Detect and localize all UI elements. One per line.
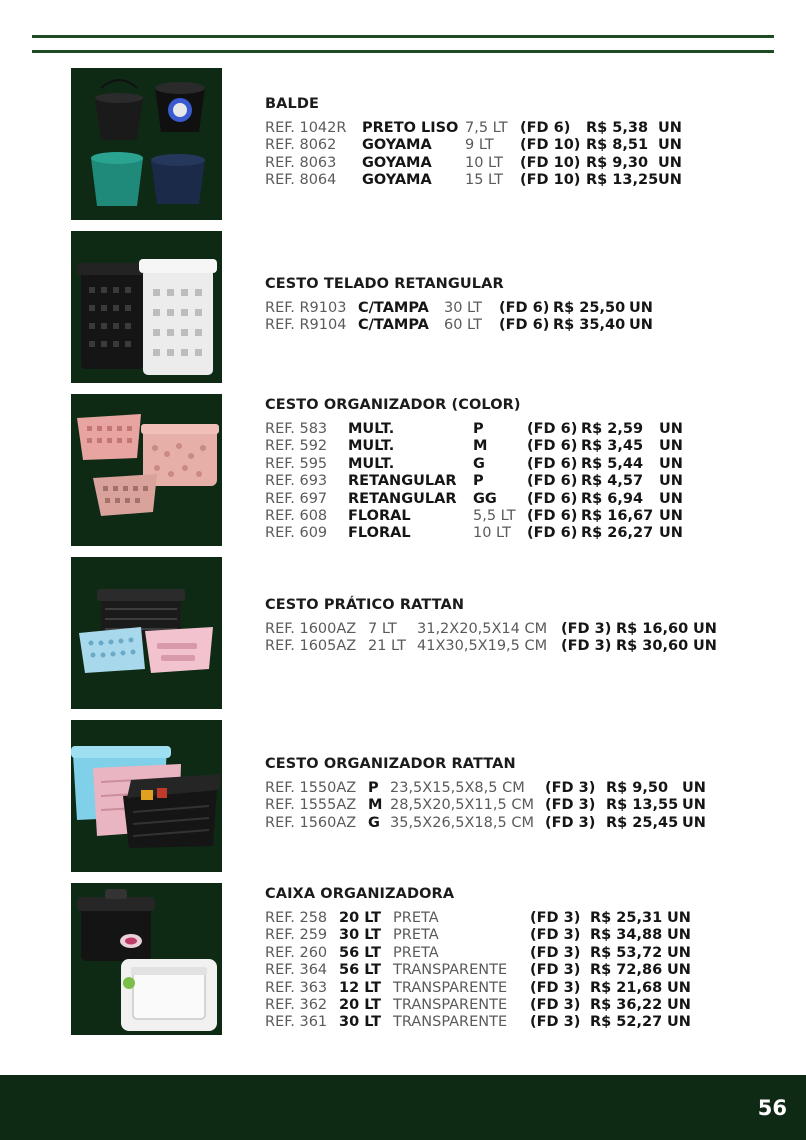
size: P <box>473 473 484 490</box>
price-row <box>265 137 682 154</box>
product-photo-cesto-organizador-rattan <box>71 720 222 872</box>
size: M <box>473 438 488 455</box>
pack-size: (FD 6) <box>527 490 578 507</box>
page-footer <box>0 1075 806 1140</box>
price: R$ 13,55 <box>606 797 679 814</box>
pack-size: (FD 10) <box>520 154 581 171</box>
price-row <box>265 421 683 438</box>
section-title: CESTO PRÁTICO RATTAN <box>265 597 465 613</box>
price-row <box>265 172 682 189</box>
size: M <box>368 797 383 814</box>
product-info <box>265 597 717 656</box>
product-info <box>265 96 682 190</box>
price: R$ 36,22 <box>590 996 663 1013</box>
pack-size: (FD 3) <box>545 814 596 831</box>
pack-size: (FD 10) <box>520 137 581 154</box>
price-row <box>265 927 691 944</box>
capacity: 10 LT <box>473 525 511 542</box>
product-info <box>265 756 706 832</box>
unit: UN <box>667 996 691 1013</box>
price-row <box>265 300 653 317</box>
price-row <box>265 780 706 797</box>
ref-code: REF. 583 <box>265 421 328 437</box>
ref-code: REF. 8062 <box>265 137 337 154</box>
description: MULT. <box>348 421 395 437</box>
unit: UN <box>667 927 691 944</box>
capacity: 7,5 LT <box>465 120 508 136</box>
ref-code: REF. 361 <box>265 1014 328 1031</box>
pack-size: (FD 6) <box>527 507 578 524</box>
price: R$ 9,30 <box>586 154 649 171</box>
price-row <box>265 980 691 997</box>
ref-code: REF. 258 <box>265 910 328 926</box>
pack-size: (FD 6) <box>499 317 550 334</box>
dimensions: 23,5X15,5X8,5 CM <box>390 780 525 796</box>
capacity: 30 LT <box>339 927 381 944</box>
dimensions: 28,5X20,5X11,5 CM <box>390 797 534 814</box>
capacity: 5,5 LT <box>473 507 516 524</box>
price-row <box>265 438 683 455</box>
dimensions: 35,5X26,5X18,5 CM <box>390 814 534 831</box>
price: R$ 30,60 <box>616 638 689 655</box>
unit: UN <box>667 944 691 961</box>
price: R$ 16,60 <box>616 621 689 637</box>
product-section-cesto-telado <box>71 231 771 383</box>
pack-size: (FD 6) <box>499 300 550 316</box>
price-row <box>265 638 717 655</box>
ref-code: REF. 693 <box>265 473 328 490</box>
pack-size: (FD 10) <box>520 172 581 189</box>
description: PRETA <box>393 927 439 944</box>
unit: UN <box>629 317 653 334</box>
ref-code: REF. R9103 <box>265 300 347 316</box>
description: GOYAMA <box>362 137 432 154</box>
ref-code: REF. 608 <box>265 507 328 524</box>
size: G <box>473 455 485 472</box>
section-title: BALDE <box>265 96 319 112</box>
capacity: 56 LT <box>339 944 381 961</box>
product-photo-cestos-coloridos <box>71 394 222 546</box>
ref-code: REF. 697 <box>265 490 328 507</box>
unit: UN <box>659 490 683 507</box>
unit: UN <box>693 621 717 637</box>
size: G <box>368 814 380 831</box>
unit: UN <box>658 172 682 189</box>
dimensions: 31,2X20,5X14 CM <box>417 621 548 637</box>
description: FLORAL <box>348 525 411 542</box>
price-row <box>265 155 682 172</box>
section-title: CAIXA ORGANIZADORA <box>265 886 455 902</box>
product-photo-baldes <box>71 68 222 220</box>
ref-code: REF. 363 <box>265 979 328 996</box>
price-row <box>265 317 653 334</box>
price-row <box>265 491 683 508</box>
price-row <box>265 945 691 962</box>
size: P <box>473 421 484 437</box>
product-section-caixa-organizadora <box>71 883 771 1035</box>
product-section-cesto-organizador-color <box>71 394 771 546</box>
unit: UN <box>659 507 683 524</box>
price: R$ 5,44 <box>581 455 644 472</box>
capacity: 21 LT <box>368 638 406 655</box>
capacity: 30 LT <box>339 1014 381 1031</box>
pack-size: (FD 3) <box>530 927 581 944</box>
ref-code: REF. 259 <box>265 927 328 944</box>
pack-size: (FD 6) <box>527 455 578 472</box>
price-row <box>265 962 691 979</box>
price: R$ 52,27 <box>590 1014 663 1031</box>
price: R$ 3,45 <box>581 438 644 455</box>
price: R$ 16,67 <box>581 507 654 524</box>
price: R$ 26,27 <box>581 525 654 542</box>
ref-code: REF. 8064 <box>265 172 337 189</box>
ref-code: REF. 609 <box>265 525 328 542</box>
price-row <box>265 525 683 542</box>
price: R$ 13,25 <box>586 172 659 189</box>
price: R$ 25,31 <box>590 910 663 926</box>
price: R$ 8,51 <box>586 137 649 154</box>
description: GOYAMA <box>362 172 432 189</box>
pack-size: (FD 3) <box>561 621 612 637</box>
price: R$ 25,50 <box>553 300 626 316</box>
ref-code: REF. 1600AZ <box>265 621 357 637</box>
capacity: 7 LT <box>368 621 397 637</box>
price: R$ 25,45 <box>606 814 679 831</box>
ref-code: REF. 1555AZ <box>265 797 357 814</box>
product-section-cesto-pratico-rattan <box>71 557 771 709</box>
price-row <box>265 997 691 1014</box>
description: PRETA <box>393 910 439 926</box>
pack-size: (FD 6) <box>520 120 571 136</box>
unit: UN <box>629 300 653 316</box>
description: TRANSPARENTE <box>393 979 508 996</box>
price: R$ 5,38 <box>586 120 649 136</box>
unit: UN <box>659 473 683 490</box>
price: R$ 53,72 <box>590 944 663 961</box>
price-row <box>265 508 683 525</box>
product-info <box>265 397 683 543</box>
dimensions: 41X30,5X19,5 CM <box>417 638 548 655</box>
capacity: 15 LT <box>465 172 503 189</box>
ref-code: REF. R9104 <box>265 317 347 334</box>
product-photo-caixa-organizadora <box>71 883 222 1035</box>
price: R$ 21,68 <box>590 979 663 996</box>
capacity: 56 LT <box>339 962 381 979</box>
pack-size: (FD 3) <box>530 944 581 961</box>
pack-size: (FD 3) <box>530 1014 581 1031</box>
description: PRETO LISO <box>362 120 459 136</box>
description: TRANSPARENTE <box>393 996 508 1013</box>
ref-code: REF. 592 <box>265 438 328 455</box>
ref-code: REF. 1042R <box>265 120 347 136</box>
pack-size: (FD 3) <box>561 638 612 655</box>
price: R$ 4,57 <box>581 473 644 490</box>
capacity: 60 LT <box>444 317 482 334</box>
ref-code: REF. 364 <box>265 962 328 979</box>
price: R$ 9,50 <box>606 780 669 796</box>
size: GG <box>473 490 497 507</box>
unit: UN <box>667 962 691 979</box>
pack-size: (FD 3) <box>530 979 581 996</box>
page-number: 56 <box>757 1096 787 1120</box>
price-row <box>265 473 683 490</box>
price-row <box>265 815 706 832</box>
product-photo-cesto-pratico <box>71 557 222 709</box>
size: P <box>368 780 379 796</box>
unit: UN <box>658 120 682 136</box>
header-rule-bottom <box>32 50 774 53</box>
unit: UN <box>659 525 683 542</box>
unit: UN <box>682 780 706 796</box>
unit: UN <box>658 137 682 154</box>
unit: UN <box>667 1014 691 1031</box>
section-title: CESTO TELADO RETANGULAR <box>265 276 504 292</box>
pack-size: (FD 3) <box>530 910 581 926</box>
pack-size: (FD 3) <box>530 962 581 979</box>
ref-code: REF. 1560AZ <box>265 814 357 831</box>
price-row <box>265 456 683 473</box>
ref-code: REF. 1605AZ <box>265 638 357 655</box>
ref-code: REF. 595 <box>265 455 328 472</box>
capacity: 9 LT <box>465 137 494 154</box>
price-row <box>265 1014 691 1031</box>
unit: UN <box>659 438 683 455</box>
price-row <box>265 910 691 927</box>
product-photo-cesto-telado <box>71 231 222 383</box>
pack-size: (FD 6) <box>527 525 578 542</box>
pack-size: (FD 6) <box>527 438 578 455</box>
price: R$ 2,59 <box>581 421 644 437</box>
capacity: 20 LT <box>339 996 381 1013</box>
product-section-balde <box>71 68 771 220</box>
unit: UN <box>682 797 706 814</box>
product-section-cesto-organizador-rattan <box>71 720 771 872</box>
capacity: 12 LT <box>339 979 381 996</box>
unit: UN <box>682 814 706 831</box>
unit: UN <box>667 979 691 996</box>
description: TRANSPARENTE <box>393 1014 508 1031</box>
description: C/TAMPA <box>358 300 429 316</box>
price-row <box>265 120 682 137</box>
capacity: 20 LT <box>339 910 381 926</box>
description: MULT. <box>348 455 395 472</box>
description: RETANGULAR <box>348 490 457 507</box>
price-row <box>265 797 706 814</box>
capacity: 30 LT <box>444 300 482 316</box>
description: MULT. <box>348 438 395 455</box>
unit: UN <box>659 455 683 472</box>
unit: UN <box>659 421 683 437</box>
section-title: CESTO ORGANIZADOR RATTAN <box>265 756 516 772</box>
price: R$ 34,88 <box>590 927 663 944</box>
pack-size: (FD 6) <box>527 421 578 437</box>
pack-size: (FD 3) <box>530 996 581 1013</box>
description: PRETA <box>393 944 439 961</box>
unit: UN <box>693 638 717 655</box>
description: TRANSPARENTE <box>393 962 508 979</box>
pack-size: (FD 6) <box>527 473 578 490</box>
price-row <box>265 621 717 638</box>
ref-code: REF. 260 <box>265 944 328 961</box>
unit: UN <box>667 910 691 926</box>
pack-size: (FD 3) <box>545 797 596 814</box>
description: RETANGULAR <box>348 473 457 490</box>
price: R$ 35,40 <box>553 317 626 334</box>
product-info <box>265 276 653 335</box>
ref-code: REF. 362 <box>265 996 328 1013</box>
header-rule-top <box>32 35 774 38</box>
price: R$ 72,86 <box>590 962 663 979</box>
description: C/TAMPA <box>358 317 429 334</box>
pack-size: (FD 3) <box>545 780 596 796</box>
price: R$ 6,94 <box>581 490 644 507</box>
description: GOYAMA <box>362 154 432 171</box>
section-title: CESTO ORGANIZADOR (COLOR) <box>265 397 521 413</box>
ref-code: REF. 8063 <box>265 154 337 171</box>
product-info <box>265 886 691 1032</box>
ref-code: REF. 1550AZ <box>265 780 357 796</box>
capacity: 10 LT <box>465 154 503 171</box>
unit: UN <box>658 154 682 171</box>
description: FLORAL <box>348 507 411 524</box>
